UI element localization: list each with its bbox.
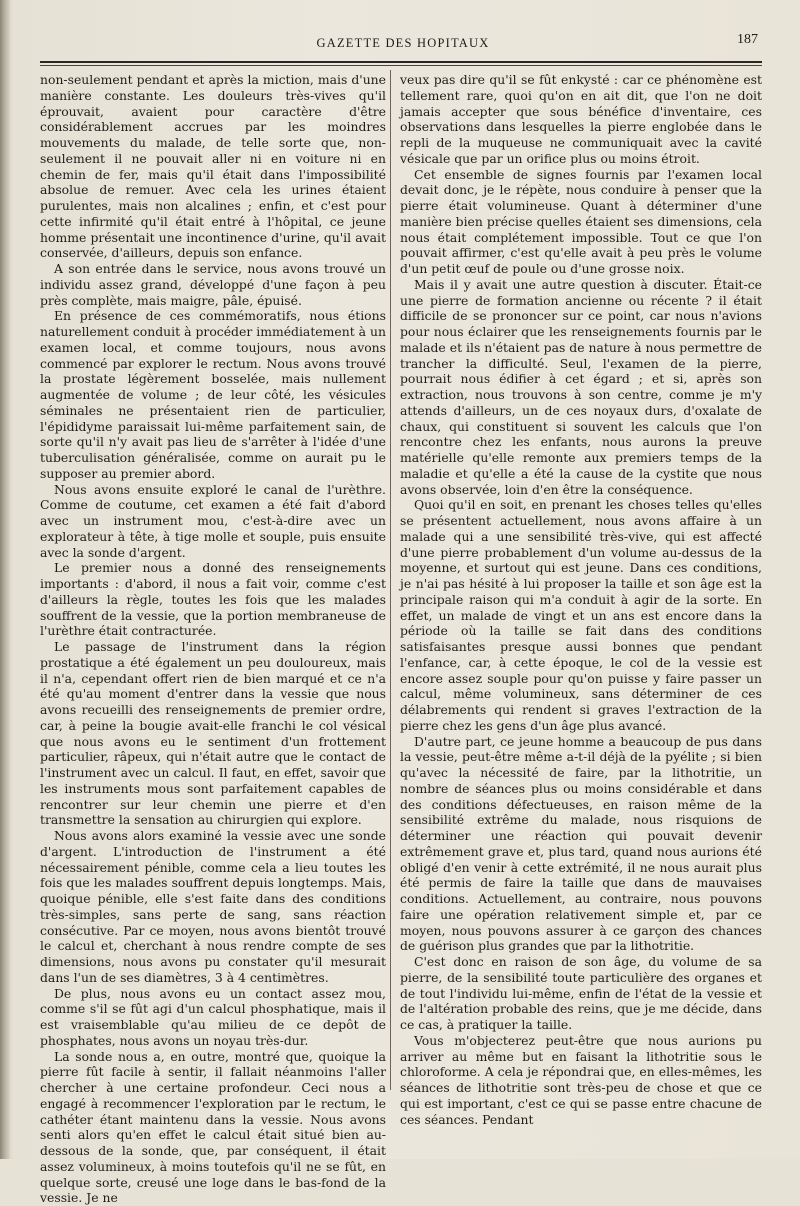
left-column	[40, 72, 386, 1206]
paragraph: Le passage de l'instrument dans la région prostatique a été également un peu douloureux, mais il n'a, cependant offert rien de bien marqué et ce n'a été qu'au moment d'entrer dans la vessie que nous avons recueilli des renseignements de premier ordre, car, à peine la bougie avait-elle franchi le col vésical que nous avons eu le sentiment d'un frottement particulier, râpeux, qui n'était autre que le contact de l'instrument avec un calcul. Il faut, en effet, savoir que les instruments mous sont parfaitement capables de rencontrer sur leur chemin une pierre et d'en transmettre la sensation au chirurgien qui explore.	[40, 639, 386, 828]
paragraph: La sonde nous a, en outre, montré que, quoique la pierre fût facile à sentir, il fallait néanmoins l'aller chercher à une certaine profondeur. Ceci nous a engagé à recommencer l'exploration par le rectum, le cathéter étant maintenu dans la vessie. Nous avons senti alors qu'en effet le calcul était situé bien au-dessous de la sonde, que, par conséquent, il était assez volumineux, à moins toutefois qu'il ne se fût, en quelque sorte, creusé une loge dans le bas-fond de la vessie. Je ne	[40, 1049, 386, 1206]
paragraph: Nous avons alors examiné la vessie avec une sonde d'argent. L'introduction de l'instrument a été nécessairement pénible, comme cela a lieu toutes les fois que les malades souffrent depuis longtemps. Mais, quoique pénible, elle s'est faite dans des conditions très-simples, sans perte de sang, sans réaction consécutive. Par ce moyen, nous avons bientôt trouvé le calcul et, cherchant à nous rendre compte de ses dimensions, nous avons pu constater qu'il mesurait dans l'un de ses diamètres, 3 à 4 centimètres.	[40, 828, 386, 986]
paragraph: C'est donc en raison de son âge, du volume de sa pierre, de la sensibilité toute particulière des organes et de tout l'individu lui-même, enfin de l'état de la vessie et de l'altération probable des reins, que je me décide, dans ce cas, à pratiquer la taille.	[400, 954, 762, 1033]
paragraph: Cet ensemble de signes fournis par l'examen local devait donc, je le répète, nous conduire à penser que la pierre était volumineuse. Quant à déterminer d'une manière bien précise quelles étaient ses dimensions, cela nous était complétement impossible. Tout ce que l'on pouvait affirmer, c'est qu'elle avait à peu près le volume d'un petit œuf de poule ou d'une grosse noix.	[400, 167, 762, 277]
paragraph: En présence de ces commémoratifs, nous étions naturellement conduit à procéder immédiatement à un examen local, et comme toujours, nous avons commencé par explorer le rectum. Nous avons trouvé la prostate légèrement bosselée, mais nullement augmentée de volume ; de leur côté, les vésicules séminales ne présentaient rien de particulier, l'épididyme paraissait lui-même parfaitement sain, de sorte qu'il n'y avait pas lieu de s'arrêter à l'idée d'une tuberculisation généralisée, comme on aurait pu le supposer au premier abord.	[40, 308, 386, 481]
page-number: 187	[737, 32, 758, 48]
paragraph: Le premier nous a donné des renseignements importants : d'abord, il nous a fait voir, comme c'est d'ailleurs la règle, toutes les fois que les malades souffrent de la vessie, que la portion membraneuse de l'urèthre était contracturée.	[40, 560, 386, 639]
paragraph: A son entrée dans le service, nous avons trouvé un individu assez grand, développé d'une façon à peu près complète, mais maigre, pâle, épuisé.	[40, 261, 386, 308]
paragraph: De plus, nous avons eu un contact assez mou, comme s'il se fût agi d'un calcul phosphatique, mais il est vraisemblable qu'au milieu de ce depôt de phosphates, nous avons un noyau très-dur.	[40, 986, 386, 1049]
paragraph: veux pas dire qu'il se fût enkysté : car ce phénomène est tellement rare, quoi qu'on en ait dit, que l'on ne doit jamais accepter que sous bénéfice d'inventaire, ces observations dans lesquelles la pierre englobée dans le repli de la muqueuse ne communiquait avec la cavité vésicale que par un orifice plus ou moins étroit.	[400, 72, 762, 167]
paragraph: Mais il y avait une autre question à discuter. Était-ce une pierre de formation ancienne ou récente ? il était difficile de se prononcer sur ce point, car nous n'avions pour nous éclairer que les renseignements fournis par le malade et ils n'étaient pas de nature à nous permettre de trancher la difficulté. Seul, l'examen de la pierre, pourrait nous édifier à cet égard ; et si, après son extraction, nous trouvons à son centre, comme je m'y attends d'ailleurs, un de ces noyaux durs, d'oxalate de chaux, qui constituent si souvent les calculs que l'on rencontre chez les enfants, nous aurons la preuve matérielle qu'elle remonte aux premiers temps de la maladie et qu'elle a été la cause de la cystite que nous avons observée, loin d'en être la conséquence.	[400, 277, 762, 498]
header-rule	[40, 61, 762, 63]
right-column	[400, 72, 762, 1127]
paragraph: Quoi qu'il en soit, en prenant les choses telles qu'elles se présentent actuellement, nous avons affaire à un malade qui a une sensibilité très-vive, qui est affecté d'une pierre probablement d'un volume au-dessus de la moyenne, et surtout qui est jeune. Dans ces conditions, je n'ai pas hésité à lui proposer la taille et son âge est la principale raison qui m'a conduit à agir de la sorte. En effet, un malade de vingt et un ans est encore dans la période où la taille se fait dans des conditions satisfaisantes presque aussi bonnes que pendant l'enfance, car, à cette époque, le col de la vessie est encore assez souple pour qu'on puisse y faire passer un calcul, même volumineux, sans déterminer de ces délabrements qui rendent si graves l'extraction de la pierre chez les gens d'un âge plus avancé.	[400, 497, 762, 733]
page-header	[44, 30, 762, 58]
page-binding-edge	[0, 0, 10, 1159]
paragraph: D'autre part, ce jeune homme a beaucoup de pus dans la vessie, peut-être même a-t-il déjà de la pyélite ; si bien qu'avec la nécessité de faire, par la lithotritie, un nombre de séances plus ou moins considérable et dans des conditions défectueuses, en raison même de la sensibilité extrême du malade, nous risquions de déterminer une réaction qui pouvait devenir extrêmement grave et, plus tard, quand nous aurions été obligé d'en venir à cette extrémité, il ne nous aurait plus été permis de faire la taille que dans de mauvaises conditions. Actuellement, au contraire, nous pouvons faire une opération relativement simple et, par ce moyen, nous pouvons assurer à ce garçon des chances de guérison plus grandes que par la lithotritie.	[400, 734, 762, 955]
running-title: GAZETTE DES HOPITAUX	[44, 36, 762, 51]
paragraph: non-seulement pendant et après la miction, mais d'une manière constante. Les douleurs très-vives qu'il éprouvait, avaient pour caractère d'être considérablement accrues par les moindres mouvements du malade, de telle sorte que, non-seulement il ne pouvait aller ni en voiture ni en chemin de fer, mais qu'il était dans l'impossibilité absolue de remuer. Avec cela les urines étaient purulentes, mais non alcalines ; enfin, et c'est pour cette infirmité qu'il était entré à l'hôpital, ce jeune homme présentait une incontinence d'urine, qu'il avait conservée, d'ailleurs, depuis son enfance.	[40, 72, 386, 261]
column-divider	[390, 70, 391, 1090]
paragraph: Vous m'objecterez peut-être que nous aurions pu arriver au même but en faisant la lithotritie sous le chloroforme. A cela je répondrai que, en elles-mêmes, les séances de lithotritie sont très-peu de chose et que ce qui est important, c'est ce qui se passe entre chacune de ces séances. Pendant	[400, 1033, 762, 1128]
header-rule-thin	[40, 65, 762, 66]
paragraph: Nous avons ensuite exploré le canal de l'urèthre. Comme de coutume, cet examen a été fait d'abord avec un instrument mou, c'est-à-dire avec un explorateur à tête, à tige molle et souple, puis ensuite avec la sonde d'argent.	[40, 482, 386, 561]
